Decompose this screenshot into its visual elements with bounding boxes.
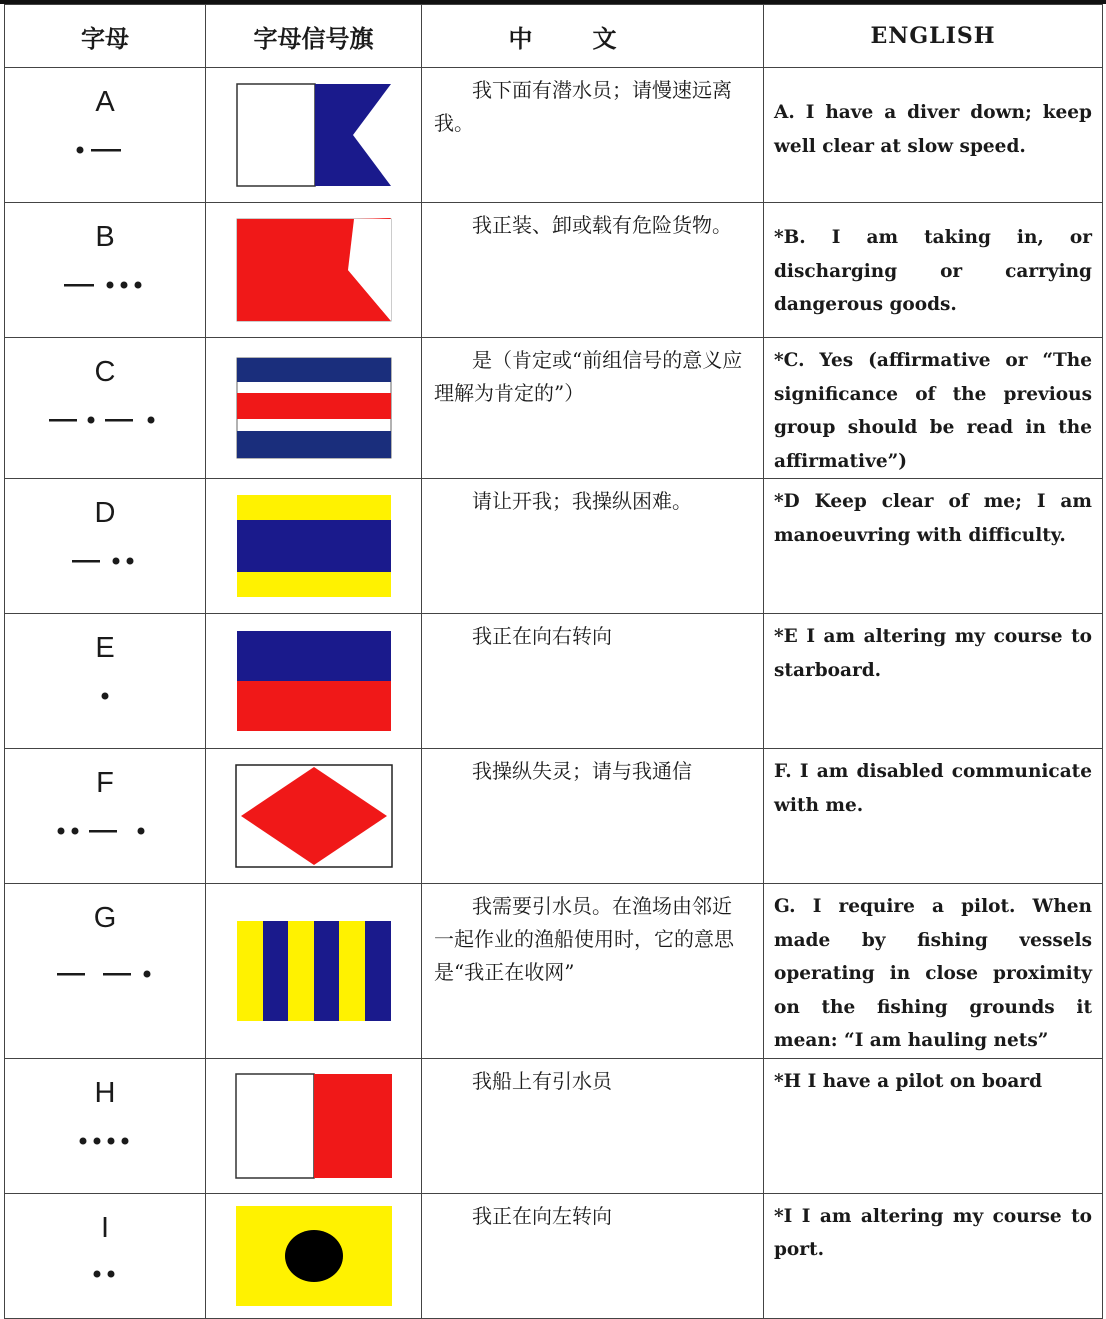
letter-cell — [5, 1193, 206, 1318]
morse-code — [5, 555, 205, 585]
letter: F — [96, 767, 114, 799]
letter: H — [94, 1076, 116, 1109]
letter: G — [93, 902, 117, 934]
flag-cell — [206, 749, 422, 884]
chinese-meaning: 我正在向左转向 — [422, 1193, 764, 1318]
letter-cell — [5, 203, 206, 338]
table-row — [5, 749, 1103, 884]
letter: A — [95, 86, 115, 118]
letter: E — [95, 632, 115, 664]
chinese-meaning: 请让开我；我操纵困难。 — [422, 479, 764, 614]
header-flag: 字母信号旗 — [206, 5, 422, 68]
english-meaning: *B. I am taking in, or discharging or carrying dangerous goods. — [764, 203, 1103, 338]
flag-cell — [206, 1193, 422, 1318]
table-row — [5, 203, 1103, 338]
flag-f-icon — [235, 764, 393, 868]
header-chinese: 中文 — [422, 5, 764, 68]
letter-cell — [5, 614, 206, 749]
table-row — [5, 614, 1103, 749]
letter: B — [95, 221, 115, 253]
english-meaning: *C. Yes (affirmative or “The significance of the previous group should be read in the affirmative”) — [764, 338, 1103, 479]
table-row — [5, 68, 1103, 203]
chinese-meaning: 我操纵失灵；请与我通信 — [422, 749, 764, 884]
flag-b-icon — [236, 218, 392, 322]
letter-cell — [5, 1058, 206, 1193]
table-row — [5, 479, 1103, 614]
table-row — [5, 884, 1103, 1059]
flag-cell — [206, 338, 422, 479]
letter-cell — [5, 884, 206, 1059]
flag-a-icon — [236, 83, 392, 187]
header-letter: 字母 — [5, 5, 206, 68]
flag-cell — [206, 68, 422, 203]
morse-code — [5, 144, 205, 174]
letter-cell — [5, 479, 206, 614]
flag-h-icon — [235, 1073, 393, 1179]
flag-cell — [206, 203, 422, 338]
english-meaning: A. I have a diver down; keep well clear at slow speed. — [764, 68, 1103, 203]
english-meaning: *D Keep clear of me; I am manoeuvring with difficulty. — [764, 479, 1103, 614]
signal-flag-table — [4, 4, 1103, 1319]
english-meaning: *I I am altering my course to port. — [764, 1193, 1103, 1318]
morse-code — [5, 1135, 205, 1165]
morse-code — [5, 1268, 205, 1298]
letter: C — [94, 356, 116, 388]
flag-cell — [206, 884, 422, 1059]
flag-cell — [206, 614, 422, 749]
english-meaning: G. I require a pilot. When made by fishing vessels operating in close proximity on the fishing grounds it mean: “I am hauling nets” — [764, 884, 1103, 1059]
letter-cell — [5, 749, 206, 884]
english-meaning: *H I have a pilot on board — [764, 1058, 1103, 1193]
english-meaning: F. I am disabled communicate with me. — [764, 749, 1103, 884]
table-row — [5, 1058, 1103, 1193]
morse-code — [5, 279, 205, 309]
morse-code — [5, 690, 205, 720]
morse-code — [5, 414, 205, 444]
letter-cell — [5, 68, 206, 203]
flag-i-icon — [235, 1205, 393, 1307]
letter: I — [100, 1211, 110, 1244]
chinese-meaning: 我正在向右转向 — [422, 614, 764, 749]
header-row — [5, 5, 1103, 68]
chinese-meaning: 我需要引水员。在渔场由邻近一起作业的渔船使用时，它的意思是“我正在收网” — [422, 884, 764, 1059]
letter-cell — [5, 338, 206, 479]
chinese-meaning: 我下面有潜水员；请慢速远离我。 — [422, 68, 764, 203]
flag-d-icon — [236, 494, 392, 598]
chinese-meaning: 我船上有引水员 — [422, 1058, 764, 1193]
english-meaning: *E I am altering my course to starboard. — [764, 614, 1103, 749]
header-english: ENGLISH — [764, 5, 1103, 68]
table-row — [5, 1193, 1103, 1318]
flag-cell — [206, 1058, 422, 1193]
flag-e-icon — [236, 630, 392, 732]
chinese-meaning: 是（肯定或“前组信号的意义应理解为肯定的”） — [422, 338, 764, 479]
morse-code — [5, 968, 205, 998]
flag-g-icon — [236, 920, 392, 1022]
letter: D — [94, 497, 116, 529]
table-row — [5, 338, 1103, 479]
flag-cell — [206, 479, 422, 614]
flag-c-icon — [236, 357, 392, 459]
morse-code — [5, 825, 205, 855]
chinese-meaning: 我正装、卸或载有危险货物。 — [422, 203, 764, 338]
